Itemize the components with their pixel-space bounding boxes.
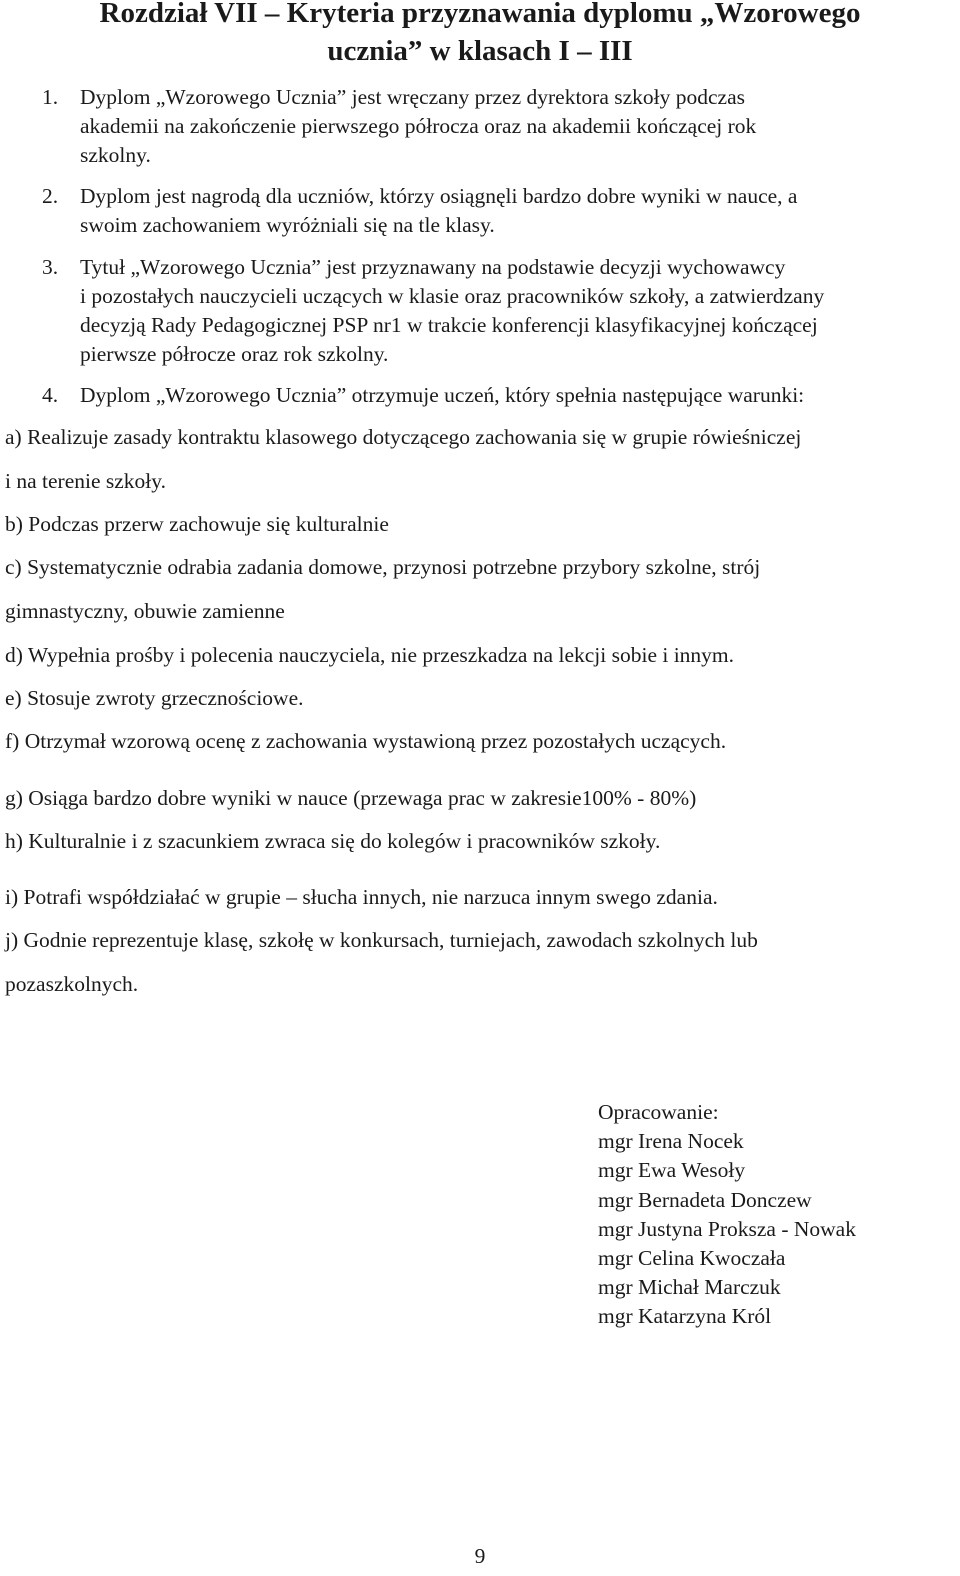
- condition-g: g) Osiąga bardzo dobre wyniki w nauce (przewaga prac w zakresie100% - 80%): [5, 786, 697, 810]
- page-title: [0, 0, 960, 70]
- title-line-2: ucznia” w klasach I – III: [327, 35, 633, 67]
- credits-author: mgr Irena Nocek: [598, 1129, 744, 1154]
- item-line: Dyplom jest nagrodą dla uczniów, którzy osiągnęli bardzo dobre wyniki w nauce, a: [80, 184, 798, 208]
- item-number: 3.: [42, 255, 59, 279]
- condition-e: e) Stosuje zwroty grzecznościowe.: [5, 686, 304, 710]
- item-number: 1.: [42, 85, 59, 109]
- item-text: [80, 182, 960, 240]
- item-line: i pozostałych nauczycieli uczących w klasie oraz pracowników szkoły, a zatwierdzany: [80, 284, 825, 308]
- credits-author: mgr Ewa Wesoły: [598, 1158, 746, 1183]
- credits-author: mgr Bernadeta Donczew: [598, 1187, 812, 1212]
- condition-c-line-2: gimnastyczny, obuwie zamienne: [5, 599, 285, 623]
- condition-d: d) Wypełnia prośby i polecenia nauczyciela, nie przeszkadza na lekcji sobie i innym.: [5, 643, 735, 667]
- condition-a-line-2: i na terenie szkoły.: [5, 469, 166, 493]
- item-line: Dyplom „Wzorowego Ucznia” otrzymuje uczeń, który spełnia następujące warunki:: [80, 383, 805, 407]
- item-line: pierwsze półrocze oraz rok szkolny.: [80, 342, 389, 366]
- condition-j-line-2: pozaszkolnych.: [5, 972, 139, 996]
- condition-j-line-1: j) Godnie reprezentuje klasę, szkołę w konkursach, turniejach, zawodach szkolnych lub: [5, 928, 758, 952]
- credits-author: mgr Katarzyna Król: [598, 1304, 772, 1329]
- item-line: decyzją Rady Pedagogicznej PSP nr1 w trakcie konferencji klasyfikacyjnej kończącej: [80, 313, 818, 337]
- condition-a-line-1: a) Realizuje zasady kontraktu klasowego dotyczącego zachowania się w grupie rówieśniczej: [5, 425, 802, 449]
- item-text: [80, 83, 960, 170]
- item-text: [80, 253, 960, 369]
- condition-h: h) Kulturalnie i z szacunkiem zwraca się do kolegów i pracowników szkoły.: [5, 829, 661, 853]
- condition-f: f) Otrzymał wzorową ocenę z zachowania wystawioną przez pozostałych uczących.: [5, 729, 727, 753]
- item-line: Dyplom „Wzorowego Ucznia” jest wręczany przez dyrektora szkoły podczas: [80, 85, 746, 109]
- credits-block: [598, 1098, 856, 1332]
- item-line: szkolny.: [80, 143, 151, 167]
- credits-author: mgr Michał Marczuk: [598, 1275, 781, 1300]
- condition-i: i) Potrafi współdziałać w grupie – słucha innych, nie narzuca innym swego zdania.: [5, 885, 718, 909]
- item-text: [80, 381, 960, 410]
- item-line: Tytuł „Wzorowego Ucznia” jest przyznawany na podstawie decyzji wychowawcy: [80, 255, 786, 279]
- credits-author: mgr Justyna Proksza - Nowak: [598, 1216, 856, 1241]
- item-number: 4.: [42, 383, 59, 407]
- condition-b: b) Podczas przerw zachowuje się kulturalnie: [5, 512, 389, 536]
- condition-c-line-1: c) Systematycznie odrabia zadania domowe, przynosi potrzebne przybory szkolne, strój: [5, 555, 761, 579]
- item-line: akademii na zakończenie pierwszego półrocza oraz na akademii kończącej rok: [80, 114, 757, 138]
- credits-heading: Opracowanie:: [598, 1100, 719, 1124]
- item-number: 2.: [42, 184, 59, 208]
- credits-author: mgr Celina Kwoczała: [598, 1246, 786, 1271]
- title-line-1: Rozdział VII – Kryteria przyznawania dyplomu „Wzorowego: [99, 0, 861, 29]
- page-number: 9: [474, 1544, 486, 1568]
- item-line: swoim zachowaniem wyróżniali się na tle klasy.: [80, 213, 495, 237]
